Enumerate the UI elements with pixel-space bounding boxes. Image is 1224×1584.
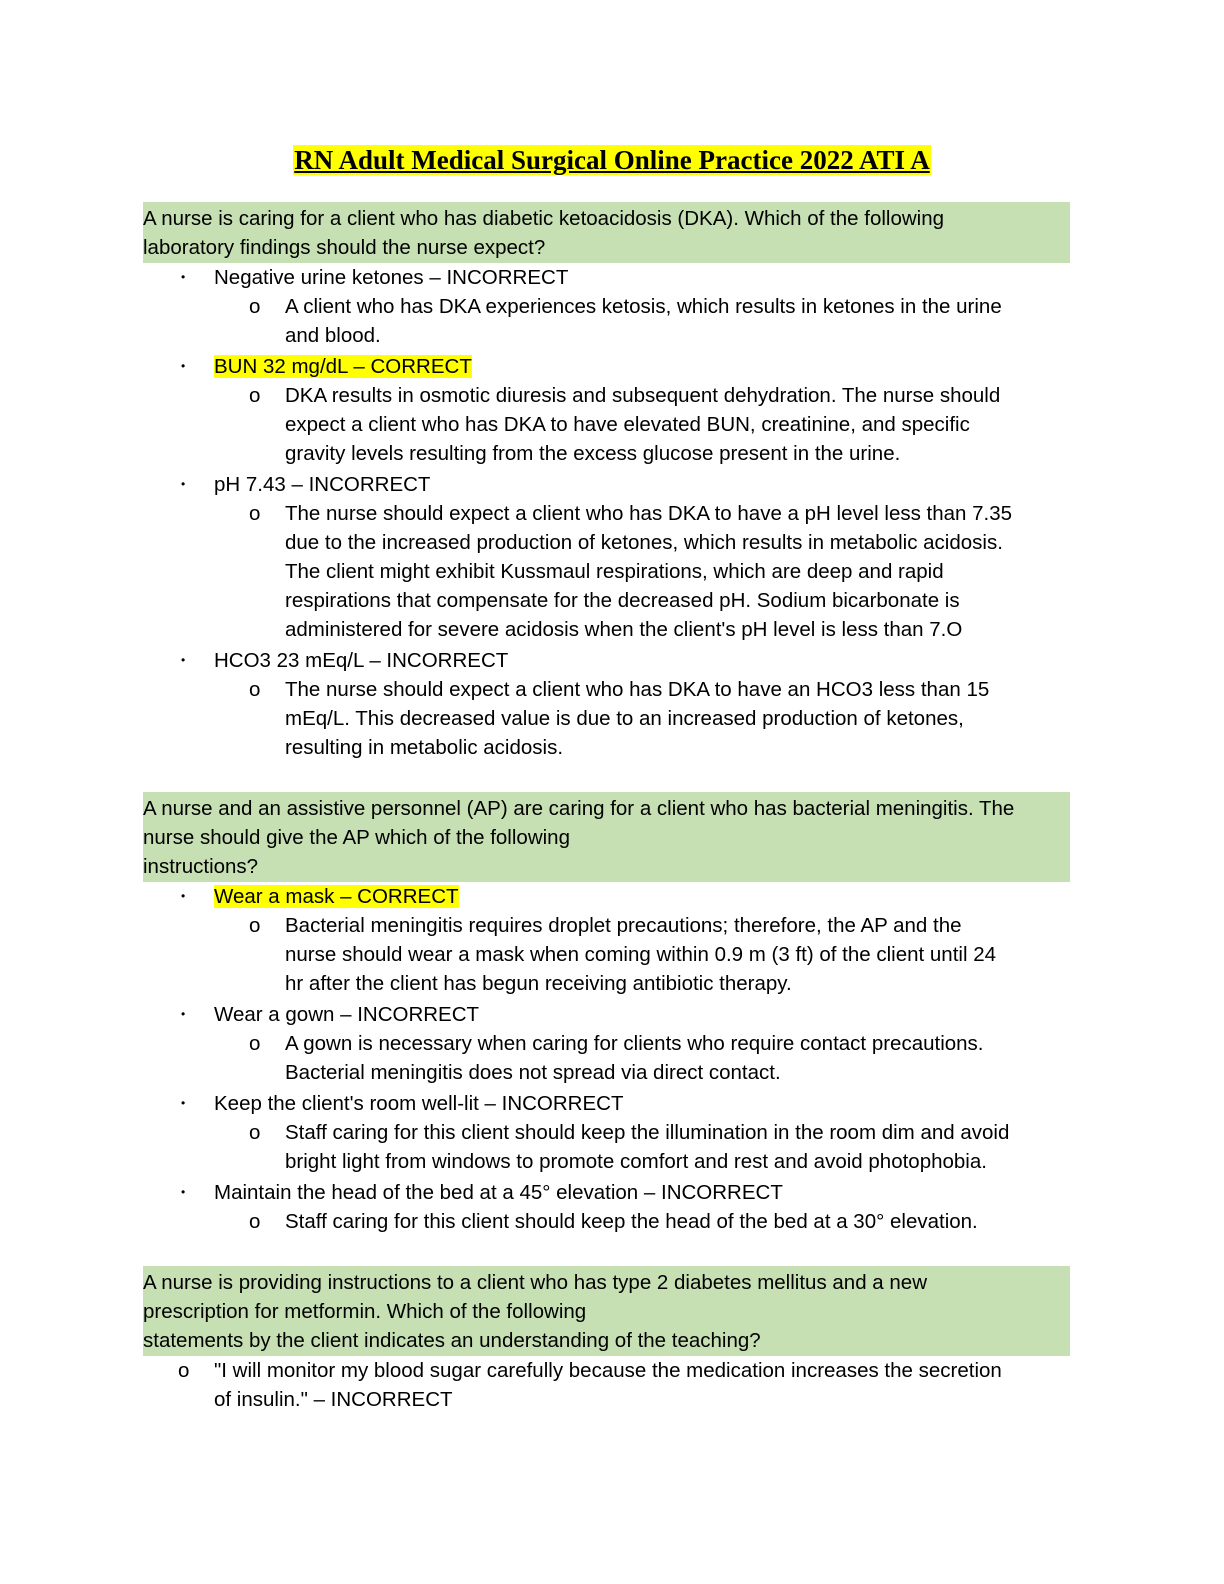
question-1-stem xyxy=(143,202,1070,263)
rationale xyxy=(143,911,1070,998)
bullet-icon: • xyxy=(181,1185,186,1199)
rationale-line: bright light from windows to promote comfort and rest and avoid photophobia. xyxy=(285,1150,987,1173)
option-line: of insulin." – INCORRECT xyxy=(214,1388,453,1411)
rationale-line: nurse should wear a mask when coming within 0.9 m (3 ft) of the client until 24 xyxy=(285,943,997,966)
bullet-icon: • xyxy=(181,889,186,903)
sub-bullet-icon: o xyxy=(249,502,261,525)
option-text: pH 7.43 – INCORRECT xyxy=(214,473,431,496)
question-line: laboratory findings should the nurse expect? xyxy=(143,236,546,259)
rationale-line: Staff caring for this client should keep the illumination in the room dim and avoid xyxy=(285,1121,1010,1144)
sub-bullet-icon: o xyxy=(249,1032,261,1055)
rationale-line: due to the increased production of ketones, which results in metabolic acidosis. xyxy=(285,531,1003,554)
sub-bullet-icon: o xyxy=(249,678,261,701)
sub-bullet-icon: o xyxy=(178,1359,190,1382)
bullet-icon: • xyxy=(181,1007,186,1021)
rationale-line: respirations that compensate for the decreased pH. Sodium bicarbonate is xyxy=(285,589,960,612)
answer-option-correct xyxy=(143,352,1070,381)
question-line: nurse should give the AP which of the following xyxy=(143,826,570,849)
rationale xyxy=(143,675,1070,762)
answer-option xyxy=(143,1178,1070,1207)
document-body xyxy=(143,202,1070,1414)
sub-bullet-icon: o xyxy=(249,914,261,937)
rationale-line: resulting in metabolic acidosis. xyxy=(285,736,564,759)
bullet-icon: • xyxy=(181,359,186,373)
option-text: Keep the client's room well-lit – INCORRECT xyxy=(214,1092,624,1115)
answer-option xyxy=(143,263,1070,292)
rationale-line: The nurse should expect a client who has DKA to have an HCO3 less than 15 xyxy=(285,678,990,701)
rationale xyxy=(143,1118,1070,1176)
rationale xyxy=(143,499,1070,644)
rationale-line: hr after the client has begun receiving antibiotic therapy. xyxy=(285,972,792,995)
rationale-line: The client might exhibit Kussmaul respirations, which are deep and rapid xyxy=(285,560,944,583)
bullet-icon: • xyxy=(181,477,186,491)
option-text: Maintain the head of the bed at a 45° elevation – INCORRECT xyxy=(214,1181,783,1204)
sub-bullet-icon: o xyxy=(249,1121,261,1144)
question-2-stem xyxy=(143,792,1070,882)
bullet-icon: • xyxy=(181,653,186,667)
question-line: statements by the client indicates an understanding of the teaching? xyxy=(143,1329,761,1352)
rationale-line: expect a client who has DKA to have elevated BUN, creatinine, and specific xyxy=(285,413,970,436)
answer-option xyxy=(143,470,1070,499)
answer-option xyxy=(143,646,1070,675)
option-line: "I will monitor my blood sugar carefully because the medication increases the secretion xyxy=(214,1359,1002,1382)
rationale-line: Staff caring for this client should keep the head of the bed at a 30° elevation. xyxy=(285,1210,978,1233)
rationale xyxy=(143,381,1070,468)
option-text: BUN 32 mg/dL – CORRECT xyxy=(214,355,472,378)
rationale-line: gravity levels resulting from the excess glucose present in the urine. xyxy=(285,442,901,465)
answer-option-correct xyxy=(143,882,1070,911)
title-container xyxy=(0,144,1224,176)
rationale-line: administered for severe acidosis when the client's pH level is less than 7.O xyxy=(285,618,963,641)
answer-option xyxy=(143,1089,1070,1118)
rationale xyxy=(143,1029,1070,1087)
option-text: Wear a mask – CORRECT xyxy=(214,885,459,908)
sub-bullet-icon: o xyxy=(249,295,261,318)
sub-bullet-icon: o xyxy=(249,1210,261,1233)
rationale-line: A client who has DKA experiences ketosis, which results in ketones in the urine xyxy=(285,295,1002,318)
bullet-icon: • xyxy=(181,1096,186,1110)
rationale-line: mEq/L. This decreased value is due to an increased production of ketones, xyxy=(285,707,964,730)
question-line: prescription for metformin. Which of the following xyxy=(143,1300,587,1323)
question-line: A nurse is caring for a client who has diabetic ketoacidosis (DKA). Which of the following xyxy=(143,207,945,230)
question-line: A nurse and an assistive personnel (AP) are caring for a client who has bacterial meningitis. The xyxy=(143,797,1015,820)
rationale-line: and blood. xyxy=(285,324,381,347)
question-3-stem xyxy=(143,1266,1070,1356)
rationale xyxy=(143,1207,1070,1236)
rationale-line: Bacterial meningitis requires droplet precautions; therefore, the AP and the xyxy=(285,914,962,937)
rationale xyxy=(143,292,1070,350)
answer-option xyxy=(143,1000,1070,1029)
rationale-line: A gown is necessary when caring for clients who require contact precautions. xyxy=(285,1032,984,1055)
bullet-icon: • xyxy=(181,270,186,284)
rationale-line: Bacterial meningitis does not spread via direct contact. xyxy=(285,1061,781,1084)
rationale-line: DKA results in osmotic diuresis and subsequent dehydration. The nurse should xyxy=(285,384,1001,407)
answer-option xyxy=(143,1356,1070,1414)
option-text: Wear a gown – INCORRECT xyxy=(214,1003,480,1026)
option-text: HCO3 23 mEq/L – INCORRECT xyxy=(214,649,509,672)
option-text: Negative urine ketones – INCORRECT xyxy=(214,266,569,289)
question-line: A nurse is providing instructions to a client who has type 2 diabetes mellitus and a new xyxy=(143,1271,927,1294)
question-line: instructions? xyxy=(143,855,259,878)
rationale-line: The nurse should expect a client who has DKA to have a pH level less than 7.35 xyxy=(285,502,1013,525)
document-title: RN Adult Medical Surgical Online Practice 2022 ATI A xyxy=(294,145,930,175)
sub-bullet-icon: o xyxy=(249,384,261,407)
